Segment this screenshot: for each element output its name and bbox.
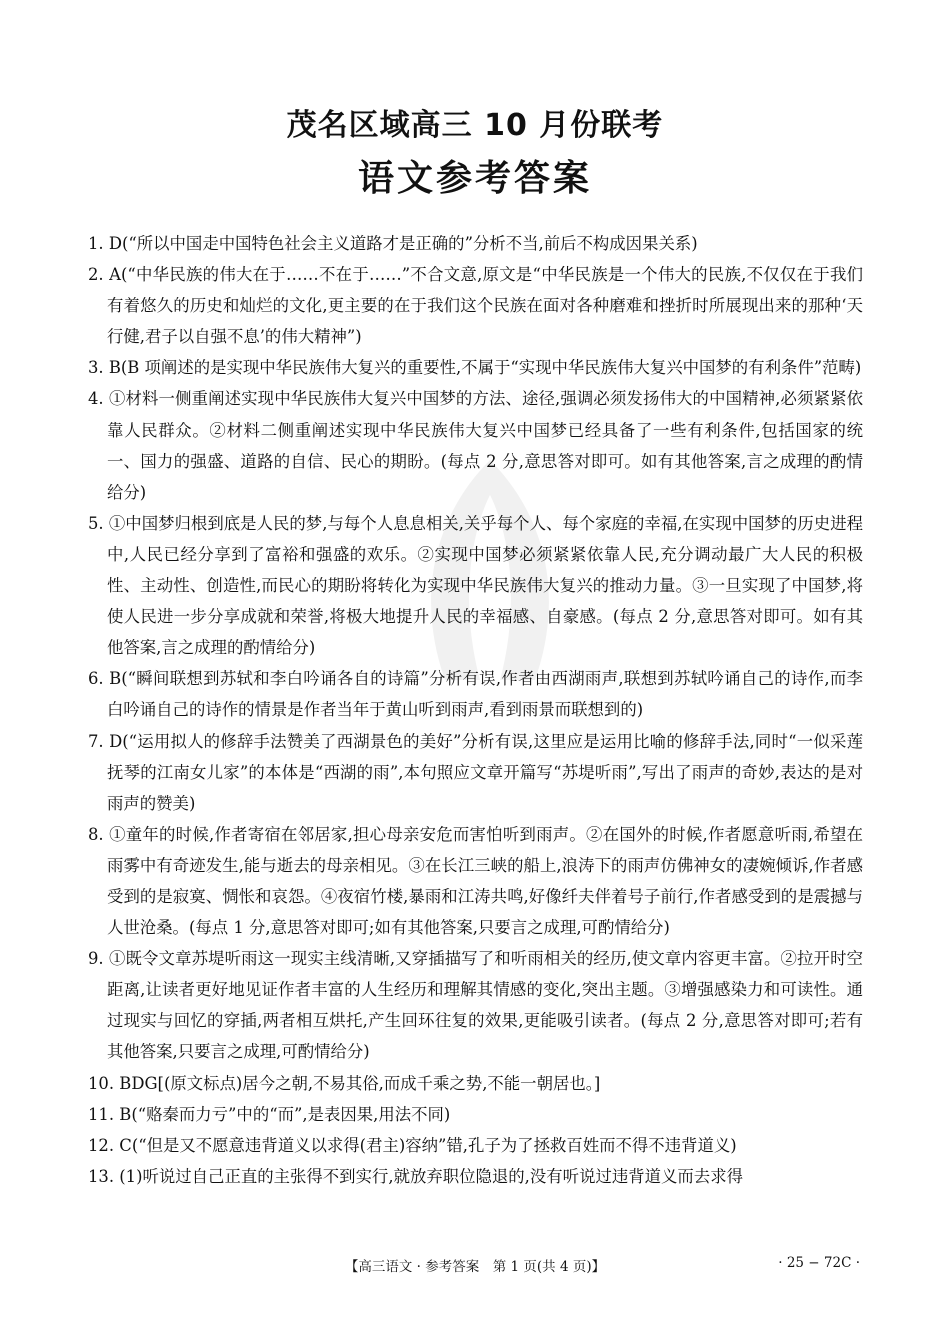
answer-list bbox=[88, 228, 863, 1192]
answer-item-7: 7. D(“运用拟人的修辞手法赞美了西湖景色的美好”分析有误,这里应是运用比喻的修辞手法,同时“一似采莲抚琴的江南女儿家”的本体是“西湖的雨”,本句照应文章开篇写“苏堤听雨”,写出了雨声的奇妙,表达的是对雨声的赞美) bbox=[88, 731, 863, 813]
answer-item-5: 5. ①中国梦归根到底是人民的梦,与每个人息息相关,关乎每个人、每个家庭的幸福,在实现中国梦的历史进程中,人民已经分享到了富裕和强盛的欢乐。②实现中国梦必须紧紧依靠人民,充分调动最广大人民的积极性、主动性、创造性,而民心的期盼将转化为实现中华民族伟大复兴的推动力量。③一旦实现了中国梦,将使人民进一步分享成就和荣誉,将极大地提升人民的幸福感、自豪感。(每点 2 分,意思答对即可。如有其他答案,言之成理的酌情给分) bbox=[88, 513, 863, 658]
answer-item-11: 11. B(“赂秦而力亏”中的“而”,是表因果,用法不同) bbox=[88, 1104, 451, 1124]
answer-item-3: 3. B(B 项阐述的是实现中华民族伟大复兴的重要性,不属于“实现中华民族伟大复兴中国梦的有利条件”范畴) bbox=[88, 358, 862, 378]
answer-item-8: 8. ①童年的时候,作者寄宿在邻居家,担心母亲安危而害怕听到雨声。②在国外的时候,作者愿意听雨,希望在雨雾中有奇迹发生,能与逝去的母亲相见。③在长江三峡的船上,浪涛下的雨声仿佛神女的凄婉倾诉,作者感受到的是寂寞、惆怅和哀怨。④夜宿竹楼,暴雨和江涛共鸣,好像纤夫伴着号子前行,作者感受到的是震撼与人世沧桑。(每点 1 分,意思答对即可;如有其他答案,只要言之成理,可酌情给分) bbox=[88, 824, 863, 938]
answer-item-9: 9. ①既令文章苏堤听雨这一现实主线清晰,又穿插描写了和听雨相关的经历,使文章内容更丰富。②拉开时空距离,让读者更好地见证作者丰富的人生经历和理解其情感的变化,突出主题。③增强感染力和可读性。通过现实与回忆的穿插,两者相互烘托,产生回环往复的效果,更能吸引读者。(每点 2 分,意思答对即可;若有其他答案,只要言之成理,可酌情给分) bbox=[88, 949, 863, 1062]
answer-item-4: 4. ①材料一侧重阐述实现中华民族伟大复兴中国梦的方法、途径,强调必须发扬伟大的中国精神,必须紧紧依靠人民群众。②材料二侧重阐述实现中华民族伟大复兴中国梦已经具备了一些有利条件,包括国家的统一、国力的强盛、道路的自信、民心的期盼。(每点 2 分,意思答对即可。如有其他答案,言之成理的酌情给分) bbox=[88, 389, 863, 502]
answer-item-12: 12. C(“但是又不愿意违背道义以求得(君主)容纳”错,孔子为了拯救百姓而不得不违背道义) bbox=[88, 1135, 737, 1155]
page-title: 茂名区域高三 10 月份联考 bbox=[286, 108, 664, 143]
answer-item-2: 2. A(“中华民族的伟大在于……不在于……”不合文意,原文是“中华民族是一个伟大的民族,不仅仅在于我们有着悠久的历史和灿烂的文化,更主要的在于我们这个民族在面对各种磨难和挫折时所展现出来的那种‘天行健,君子以自强不息’的伟大精神”) bbox=[88, 265, 863, 347]
answer-item-10: 10. BDG[(原文标点)居今之朝,不易其俗,而成千乘之势,不能一朝居也。] bbox=[88, 1073, 601, 1093]
answer-item-6: 6. B(“瞬间联想到苏轼和李白吟诵各自的诗篇”分析有误,作者由西湖雨声,联想到苏轼吟诵自己的诗作,而李白吟诵自己的诗作的情景是作者当年于黄山听到雨声,看到雨景而联想到的) bbox=[88, 669, 863, 720]
footer-code: · 25 − 72C · bbox=[778, 1255, 860, 1271]
footer-page-info: 【高三语文 · 参考答案 第 1 页(共 4 页)】 bbox=[344, 1259, 606, 1275]
answer-item-1: 1. D(“所以中国走中国特色社会主义道路才是正确的”分析不当,前后不构成因果关系) bbox=[88, 234, 698, 253]
page-subtitle: 语文参考答案 bbox=[357, 158, 592, 199]
answer-item-13: 13. (1)听说过自己正直的主张得不到实行,就放弃职位隐退的,没有听说过违背道义而去求得 bbox=[88, 1166, 743, 1186]
